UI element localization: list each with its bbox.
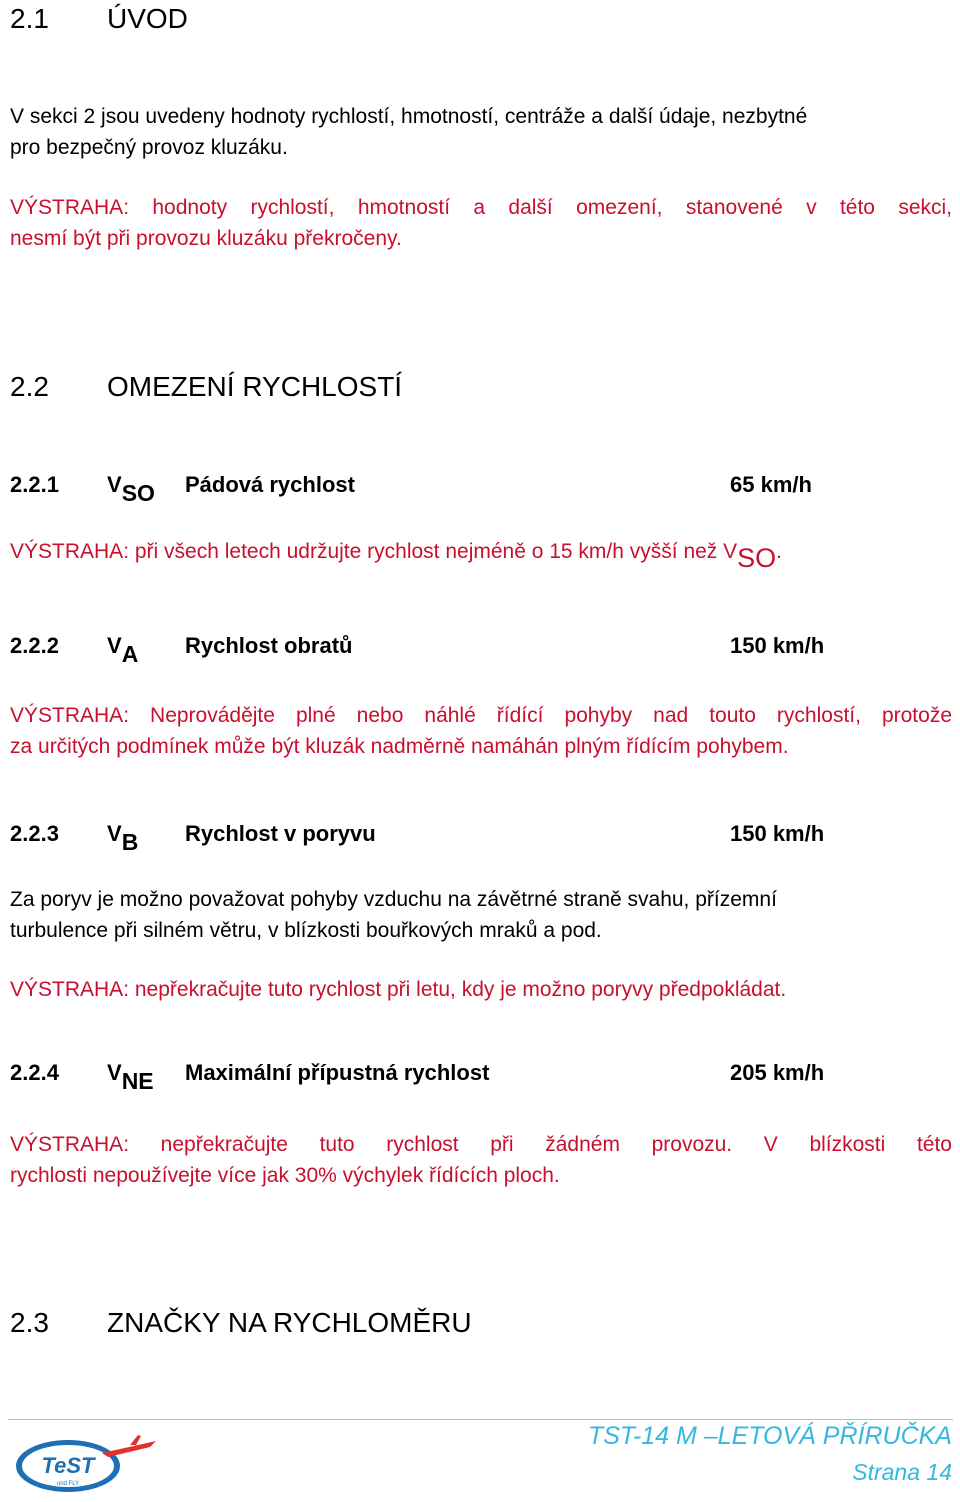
footer-document-title: TST-14 M –LETOVÁ PŘÍRUČKA <box>587 1422 952 1450</box>
speed-value: 205 km/h <box>730 1060 825 1085</box>
speed-row-va <box>10 633 950 673</box>
gust-note <box>10 884 952 946</box>
section-title: ÚVOD <box>107 3 188 34</box>
section-title: ZNAČKY NA RYCHLOMĚRU <box>107 1307 472 1338</box>
warning-label: VÝSTRAHA: <box>10 196 130 219</box>
note-line-2: turbulence při silném větru, v blízkosti bouřkových mraků a pod. <box>10 919 602 942</box>
speed-name: Maximální přípustná rychlost <box>185 1060 490 1085</box>
warning-text-2: za určitých podmínek může být kluzák nadměrně namáhán plným řídícím pohybem. <box>10 735 789 758</box>
warning-text: nepřekračujte tuto rychlost při letu, kdy je možno poryvy předpokládat. <box>129 978 787 1001</box>
speed-number: 2.2.3 <box>10 821 59 846</box>
logo-subtext: und FLY <box>56 1481 80 1487</box>
warning-vne <box>10 1129 952 1191</box>
warning-vso <box>10 536 952 574</box>
warning-text-2: rychlosti nepoužívejte více jak 30% výchylek řídících ploch. <box>10 1164 560 1187</box>
warning-label: VÝSTRAHA: <box>10 1133 130 1156</box>
section-number: 2.3 <box>10 1307 49 1338</box>
speed-value: 65 km/h <box>730 472 812 497</box>
speed-subscript: NE <box>121 1068 154 1094</box>
speed-symbol: V <box>107 633 122 658</box>
speed-value: 150 km/h <box>730 633 825 658</box>
logo-text: TeST <box>41 1453 95 1478</box>
speed-number: 2.2.4 <box>10 1060 59 1085</box>
speed-symbol: V <box>107 1060 122 1085</box>
warning-vb <box>10 974 952 1005</box>
note-line-1: Za poryv je možno považovat pohyby vzduchu na závětrné straně svahu, přízemní <box>10 888 777 911</box>
section-number: 2.1 <box>10 3 49 34</box>
speed-row-vso <box>10 472 950 512</box>
warning-subscript: SO <box>737 543 777 573</box>
section-heading-2-3 <box>10 1307 472 1339</box>
section-title: OMEZENÍ RYCHLOSTÍ <box>107 371 403 402</box>
speed-row-vb <box>10 821 950 861</box>
speed-name: Rychlost v poryvu <box>185 821 376 846</box>
warning-text-1: hodnoty rychlostí, hmotností a další omezení, stanovené v této sekci, <box>129 196 952 219</box>
footer-divider <box>8 1419 953 1420</box>
warning-end: . <box>776 540 782 563</box>
section-heading-2-2 <box>10 371 402 403</box>
speed-value: 150 km/h <box>730 821 825 846</box>
speed-subscript: A <box>121 641 139 667</box>
speed-subscript: SO <box>121 480 155 506</box>
speed-name: Pádová rychlost <box>185 472 355 497</box>
speed-symbol: V <box>107 821 122 846</box>
warning-label: VÝSTRAHA: <box>10 978 130 1001</box>
warning-va <box>10 700 952 762</box>
warning-text-1: Neprovádějte plné nebo náhlé řídící pohyby nad touto rychlostí, protože <box>129 704 952 727</box>
speed-subscript: B <box>121 829 139 855</box>
section-number: 2.2 <box>10 371 49 402</box>
section-heading-2-1 <box>10 3 188 35</box>
warning-text-2: nesmí být při provozu kluzáku překročeny. <box>10 227 402 250</box>
warning-text-1: nepřekračujte tuto rychlost při žádném provozu. V blízkosti této <box>129 1133 952 1156</box>
speed-symbol: V <box>107 472 122 497</box>
warning-label: VÝSTRAHA: <box>10 704 130 727</box>
speed-number: 2.2.2 <box>10 633 59 658</box>
speed-row-vne <box>10 1060 950 1100</box>
speed-name: Rychlost obratů <box>185 633 353 658</box>
speed-number: 2.2.1 <box>10 472 59 497</box>
warning-label: VÝSTRAHA: <box>10 540 130 563</box>
test-logo-icon <box>10 1433 160 1495</box>
intro-warning <box>10 192 952 254</box>
intro-line-2: pro bezpečný provoz kluzáku. <box>10 136 288 159</box>
warning-text: při všech letech udržujte rychlost nejméně o 15 km/h vyšší než V <box>129 540 738 563</box>
footer-page-number: Strana 14 <box>852 1459 952 1485</box>
intro-paragraph <box>10 101 952 163</box>
intro-line-1: V sekci 2 jsou uvedeny hodnoty rychlostí, hmotností, centráže a další údaje, nezbytné <box>10 105 808 128</box>
